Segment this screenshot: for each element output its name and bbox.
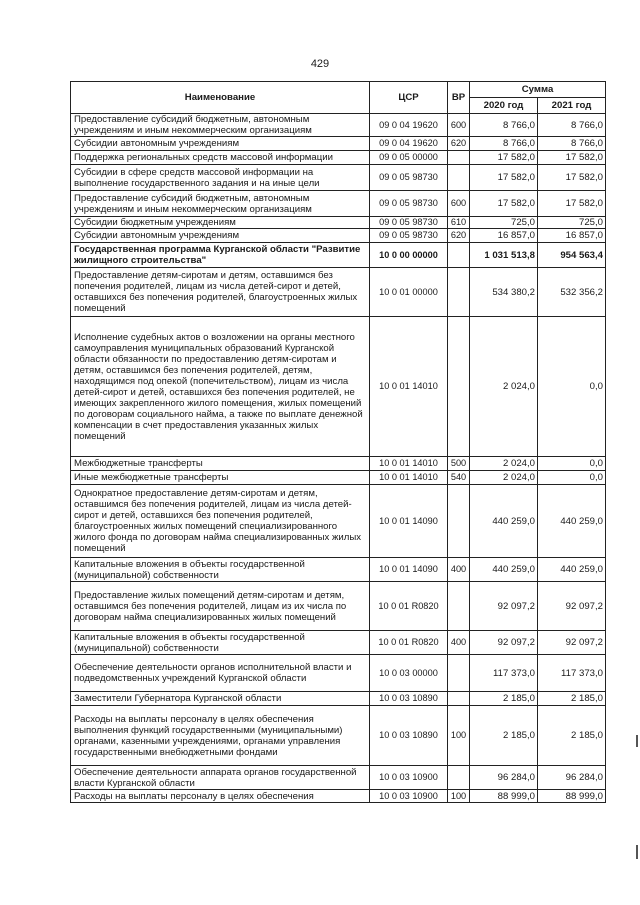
cell-2020: 1 031 513,8 xyxy=(470,243,538,268)
cell-csr: 10 0 03 10900 xyxy=(370,766,448,790)
table-row xyxy=(71,151,606,165)
cell-name: Иные межбюджетные трансферты xyxy=(71,471,370,485)
cell-vr: 100 xyxy=(448,790,470,803)
table-row xyxy=(71,229,606,243)
cell-2020: 92 097,2 xyxy=(470,631,538,655)
header-2021: 2021 год xyxy=(538,98,606,114)
header-2020: 2020 год xyxy=(470,98,538,114)
edge-mark xyxy=(636,735,638,747)
cell-2020: 17 582,0 xyxy=(470,165,538,191)
cell-name: Предоставление субсидий бюджетным, автономным учреждениям и иным некоммерческим организациям xyxy=(71,191,370,217)
cell-vr xyxy=(448,151,470,165)
cell-2020: 17 582,0 xyxy=(470,151,538,165)
cell-csr: 09 0 04 19620 xyxy=(370,114,448,137)
cell-csr: 10 0 03 10900 xyxy=(370,790,448,803)
cell-vr xyxy=(448,243,470,268)
cell-vr xyxy=(448,485,470,558)
cell-vr xyxy=(448,317,470,457)
table-row xyxy=(71,582,606,631)
cell-vr: 100 xyxy=(448,706,470,766)
cell-vr xyxy=(448,582,470,631)
cell-csr: 09 0 05 00000 xyxy=(370,151,448,165)
cell-name: Расходы на выплаты персоналу в целях обеспечения xyxy=(71,790,370,803)
table-row xyxy=(71,485,606,558)
table-row xyxy=(71,114,606,137)
cell-csr: 10 0 03 00000 xyxy=(370,655,448,692)
cell-name: Предоставление детям-сиротам и детям, оставшимся без попечения родителей, лицам из числа детей-сирот и детей, оставшихся без попечения родителей, благоустроенных жилых помещений xyxy=(71,268,370,317)
table-row xyxy=(71,317,606,457)
edge-mark xyxy=(636,845,638,859)
table-row xyxy=(71,655,606,692)
cell-2021: 88 999,0 xyxy=(538,790,606,803)
cell-csr: 10 0 03 10890 xyxy=(370,692,448,706)
table-row xyxy=(71,217,606,229)
cell-vr: 500 xyxy=(448,457,470,471)
cell-2021: 96 284,0 xyxy=(538,766,606,790)
cell-name: Заместители Губернатора Курганской области xyxy=(71,692,370,706)
cell-2020: 88 999,0 xyxy=(470,790,538,803)
table-row xyxy=(71,191,606,217)
cell-2020: 17 582,0 xyxy=(470,191,538,217)
cell-2021: 92 097,2 xyxy=(538,582,606,631)
header-csr: ЦСР xyxy=(370,82,448,114)
cell-vr: 620 xyxy=(448,229,470,243)
cell-csr: 09 0 05 98730 xyxy=(370,229,448,243)
cell-2021: 725,0 xyxy=(538,217,606,229)
cell-2021: 532 356,2 xyxy=(538,268,606,317)
cell-csr: 10 0 00 00000 xyxy=(370,243,448,268)
cell-2021: 17 582,0 xyxy=(538,151,606,165)
table-row xyxy=(71,165,606,191)
cell-vr: 400 xyxy=(448,558,470,582)
cell-2021: 2 185,0 xyxy=(538,692,606,706)
cell-2021: 117 373,0 xyxy=(538,655,606,692)
cell-csr: 10 0 01 R0820 xyxy=(370,631,448,655)
cell-name: Субсидии автономным учреждениям xyxy=(71,137,370,151)
table-row xyxy=(71,766,606,790)
cell-vr: 600 xyxy=(448,114,470,137)
cell-csr: 09 0 05 98730 xyxy=(370,217,448,229)
cell-2021: 2 185,0 xyxy=(538,706,606,766)
cell-2021: 8 766,0 xyxy=(538,114,606,137)
cell-2020: 117 373,0 xyxy=(470,655,538,692)
cell-2020: 16 857,0 xyxy=(470,229,538,243)
cell-name: Субсидии автономным учреждениям xyxy=(71,229,370,243)
cell-vr xyxy=(448,655,470,692)
table-row xyxy=(71,706,606,766)
cell-2020: 2 185,0 xyxy=(470,692,538,706)
cell-name: Исполнение судебных актов о возложении на органы местного самоуправления муниципальных образований Курганской области обязанности по предоставлению детям-сиротам и детям, оставшимся без попечения родителей, детям, находящимся под опекой (попечительством), лицам из числа детей-сирот и детей, оставшихся без попечения родителей, не имеющих закрепленного жилого помещения, жилых помещений по договорам социального найма, а также по выплате денежной компенсации в счет предоставления указанных жилых помещений xyxy=(71,317,370,457)
cell-2021: 954 563,4 xyxy=(538,243,606,268)
cell-csr: 10 0 01 R0820 xyxy=(370,582,448,631)
cell-csr: 10 0 01 14010 xyxy=(370,317,448,457)
cell-csr: 09 0 04 19620 xyxy=(370,137,448,151)
cell-name: Расходы на выплаты персоналу в целях обеспечения выполнения функций государственными (муниципальными) органами, казенными учреждениями, органами управления государственными внебюджетными фондами xyxy=(71,706,370,766)
cell-name: Обеспечение деятельности органов исполнительной власти и подведомственных учреждений Курганской области xyxy=(71,655,370,692)
cell-vr: 600 xyxy=(448,191,470,217)
cell-csr: 09 0 05 98730 xyxy=(370,165,448,191)
cell-2021: 17 582,0 xyxy=(538,191,606,217)
table-row xyxy=(71,631,606,655)
cell-2021: 0,0 xyxy=(538,457,606,471)
table-row xyxy=(71,268,606,317)
cell-2021: 16 857,0 xyxy=(538,229,606,243)
cell-2020: 440 259,0 xyxy=(470,485,538,558)
cell-2020: 2 024,0 xyxy=(470,471,538,485)
cell-csr: 10 0 01 00000 xyxy=(370,268,448,317)
cell-2020: 440 259,0 xyxy=(470,558,538,582)
cell-csr: 10 0 03 10890 xyxy=(370,706,448,766)
table-row xyxy=(71,692,606,706)
table-row xyxy=(71,457,606,471)
cell-2021: 8 766,0 xyxy=(538,137,606,151)
cell-2020: 2 185,0 xyxy=(470,706,538,766)
cell-name: Капитальные вложения в объекты государственной (муниципальной) собственности xyxy=(71,631,370,655)
cell-name: Капитальные вложения в объекты государственной (муниципальной) собственности xyxy=(71,558,370,582)
cell-vr xyxy=(448,766,470,790)
cell-vr: 620 xyxy=(448,137,470,151)
cell-2020: 2 024,0 xyxy=(470,317,538,457)
cell-2021: 0,0 xyxy=(538,471,606,485)
cell-2021: 0,0 xyxy=(538,317,606,457)
cell-name: Субсидии бюджетным учреждениям xyxy=(71,217,370,229)
cell-2020: 92 097,2 xyxy=(470,582,538,631)
table-row xyxy=(71,790,606,803)
cell-2020: 8 766,0 xyxy=(470,137,538,151)
cell-name: Поддержка региональных средств массовой информации xyxy=(71,151,370,165)
cell-name: Субсидии в сфере средств массовой информации на выполнение государственного задания и на иные цели xyxy=(71,165,370,191)
cell-vr: 400 xyxy=(448,631,470,655)
budget-table xyxy=(70,81,606,803)
cell-csr: 10 0 01 14010 xyxy=(370,471,448,485)
cell-2020: 2 024,0 xyxy=(470,457,538,471)
page-number: 429 xyxy=(310,58,330,70)
cell-csr: 09 0 05 98730 xyxy=(370,191,448,217)
cell-vr xyxy=(448,165,470,191)
cell-name: Межбюджетные трансферты xyxy=(71,457,370,471)
cell-csr: 10 0 01 14010 xyxy=(370,457,448,471)
cell-2021: 440 259,0 xyxy=(538,485,606,558)
cell-2021: 17 582,0 xyxy=(538,165,606,191)
cell-vr xyxy=(448,268,470,317)
cell-vr xyxy=(448,692,470,706)
cell-2020: 8 766,0 xyxy=(470,114,538,137)
cell-vr: 540 xyxy=(448,471,470,485)
cell-csr: 10 0 01 14090 xyxy=(370,485,448,558)
table-row xyxy=(71,558,606,582)
cell-2020: 534 380,2 xyxy=(470,268,538,317)
cell-2020: 725,0 xyxy=(470,217,538,229)
table-body xyxy=(71,114,606,803)
table-row xyxy=(71,137,606,151)
table-row xyxy=(71,243,606,268)
cell-2021: 440 259,0 xyxy=(538,558,606,582)
header-sum: Сумма xyxy=(470,82,606,98)
header-name: Наименование xyxy=(71,82,370,114)
cell-2020: 96 284,0 xyxy=(470,766,538,790)
cell-csr: 10 0 01 14090 xyxy=(370,558,448,582)
cell-name: Государственная программа Курганской области "Развитие жилищного строительства" xyxy=(71,243,370,268)
cell-name: Предоставление субсидий бюджетным, автономным учреждениям и иным некоммерческим организациям xyxy=(71,114,370,137)
cell-name: Обеспечение деятельности аппарата органов государственной власти Курганской области xyxy=(71,766,370,790)
table-row xyxy=(71,471,606,485)
cell-vr: 610 xyxy=(448,217,470,229)
header-vr: ВР xyxy=(448,82,470,114)
cell-2021: 92 097,2 xyxy=(538,631,606,655)
cell-name: Однократное предоставление детям-сиротам и детям, оставшимся без попечения родителей, лицам из числа детей-сирот и детей, оставшихся без попечения родителей, благоустроенных жилых помещений специализированного жилого фонда по договорам найма специализированных жилых помещений xyxy=(71,485,370,558)
cell-name: Предоставление жилых помещений детям-сиротам и детям, оставшимся без попечения родителей, лицам из их числа по договорам найма специализированных жилых помещений xyxy=(71,582,370,631)
